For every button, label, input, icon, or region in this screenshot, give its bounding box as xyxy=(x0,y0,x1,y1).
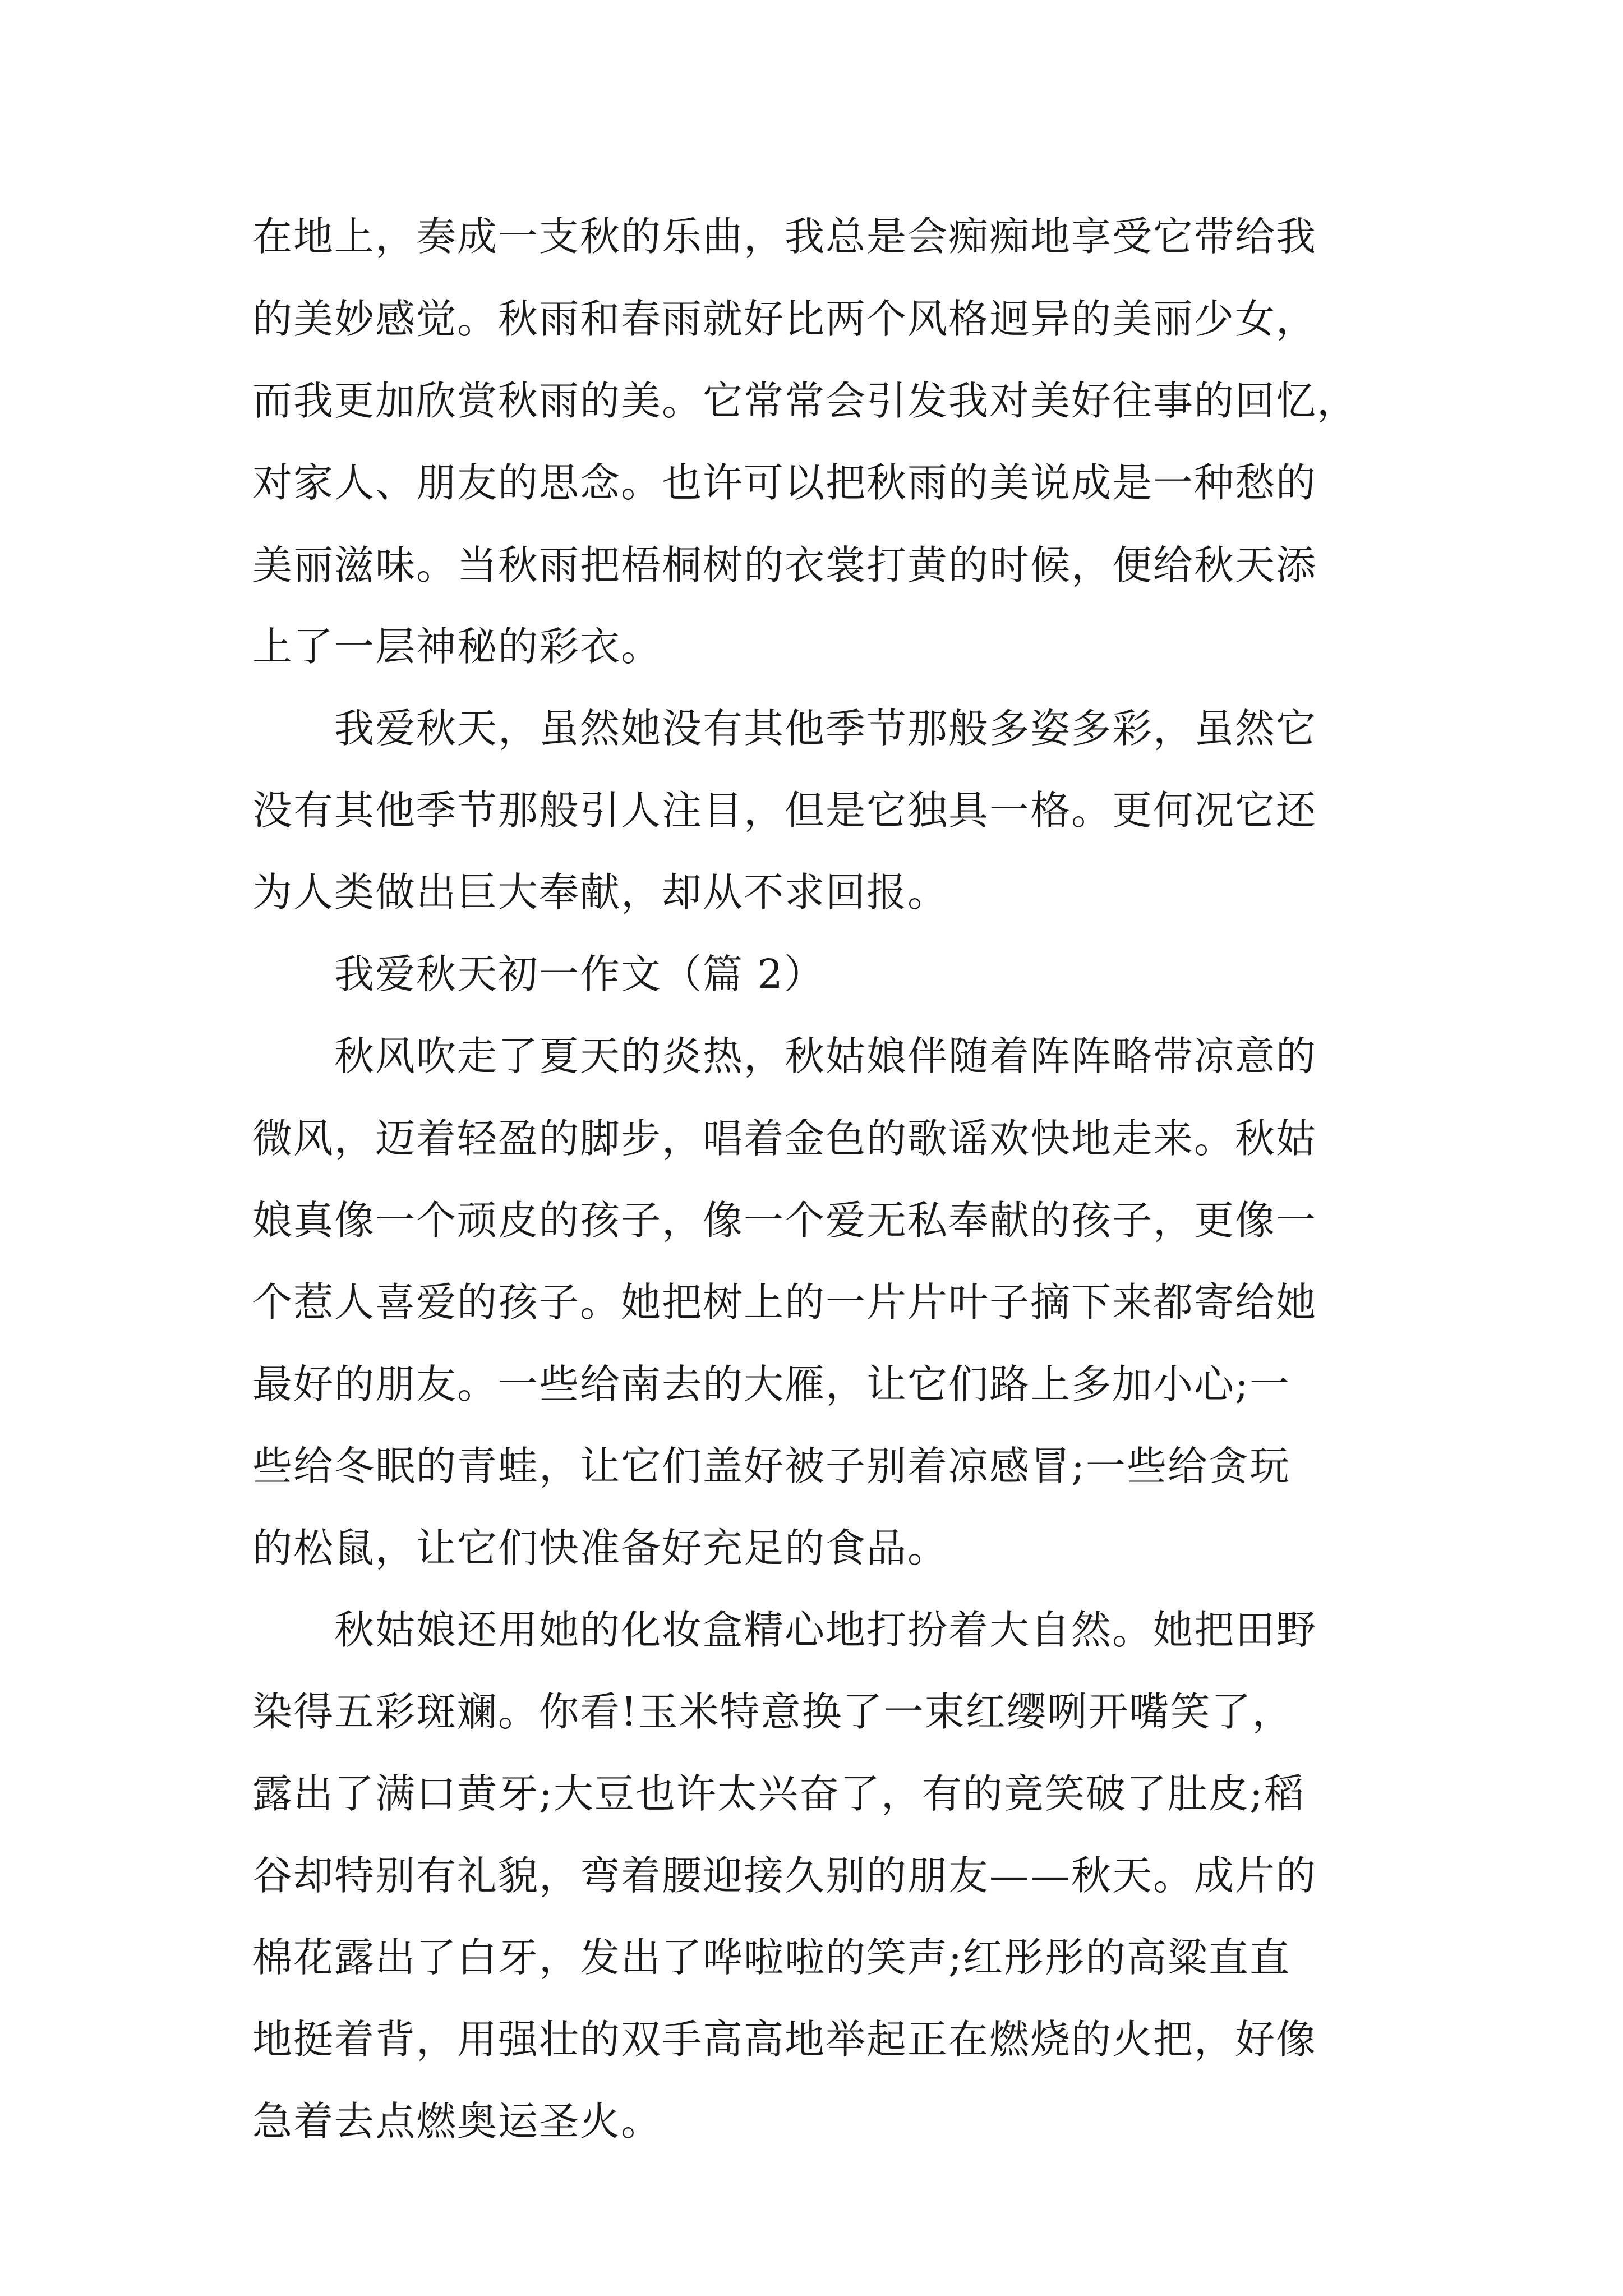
text-line: 秋风吹走了夏天的炎热，秋姑娘伴随着阵阵略带凉意的 xyxy=(334,1033,1317,1079)
text-line: 个惹人喜爱的孩子。她把树上的一片片叶子摘下来都寄给她 xyxy=(252,1279,1317,1326)
text-line: 娘真像一个顽皮的孩子，像一个爱无私奉献的孩子，更像一 xyxy=(252,1197,1317,1244)
text-line: 微风，迈着轻盈的脚步，唱着金色的歌谣欢快地走来。秋姑 xyxy=(252,1115,1317,1162)
text-line: 在地上，奏成一支秋的乐曲，我总是会痴痴地享受它带给我 xyxy=(252,213,1317,260)
text-line: 最好的朋友。一些给南去的大雁，让它们路上多加小心;一 xyxy=(252,1361,1290,1407)
text-line: 地挺着背，用强壮的双手高高地举起正在燃烧的火把，好像 xyxy=(252,2016,1317,2063)
text-line: 我爱秋天，虽然她没有其他季节那般多姿多彩，虽然它 xyxy=(334,705,1317,752)
text-line: 些给冬眠的青蛙，让它们盖好被子别着凉感冒;一些给贪玩 xyxy=(252,1443,1290,1489)
section-heading: 我爱秋天初一作文（篇 2） xyxy=(334,951,825,997)
text-line: 染得五彩斑斓。你看!玉米特意换了一束红缨咧开嘴笑了， xyxy=(252,1688,1293,1735)
text-line: 的美妙感觉。秋雨和春雨就好比两个风格迥异的美丽少女， xyxy=(252,296,1317,342)
text-line: 而我更加欣赏秋雨的美。它常常会引发我对美好往事的回忆， xyxy=(252,378,1358,424)
text-line: 上了一层神秘的彩衣。 xyxy=(252,623,662,670)
text-line: 美丽滋味。当秋雨把梧桐树的衣裳打黄的时候，便给秋天添 xyxy=(252,542,1317,588)
text-line: 急着去点燃奥运圣火。 xyxy=(252,2098,662,2145)
text-line: 没有其他季节那般引人注目，但是它独具一格。更何况它还 xyxy=(252,787,1317,834)
text-line: 对家人、朋友的思念。也许可以把秋雨的美说成是一种愁的 xyxy=(252,459,1317,506)
text-line: 的松鼠，让它们快准备好充足的食品。 xyxy=(252,1525,949,1571)
text-line: 谷却特别有礼貌，弯着腰迎接久别的朋友——秋天。成片的 xyxy=(252,1852,1317,1899)
text-line: 为人类做出巨大奉献，却从不求回报。 xyxy=(252,869,949,915)
text-line: 露出了满口黄牙;大豆也许太兴奋了，有的竟笑破了肚皮;稻 xyxy=(252,1770,1305,1817)
text-line: 秋姑娘还用她的化妆盒精心地打扮着大自然。她把田野 xyxy=(334,1607,1317,1653)
text-line: 棉花露出了白牙，发出了哗啦啦的笑声;红彤彤的高粱直直 xyxy=(252,1934,1290,1981)
